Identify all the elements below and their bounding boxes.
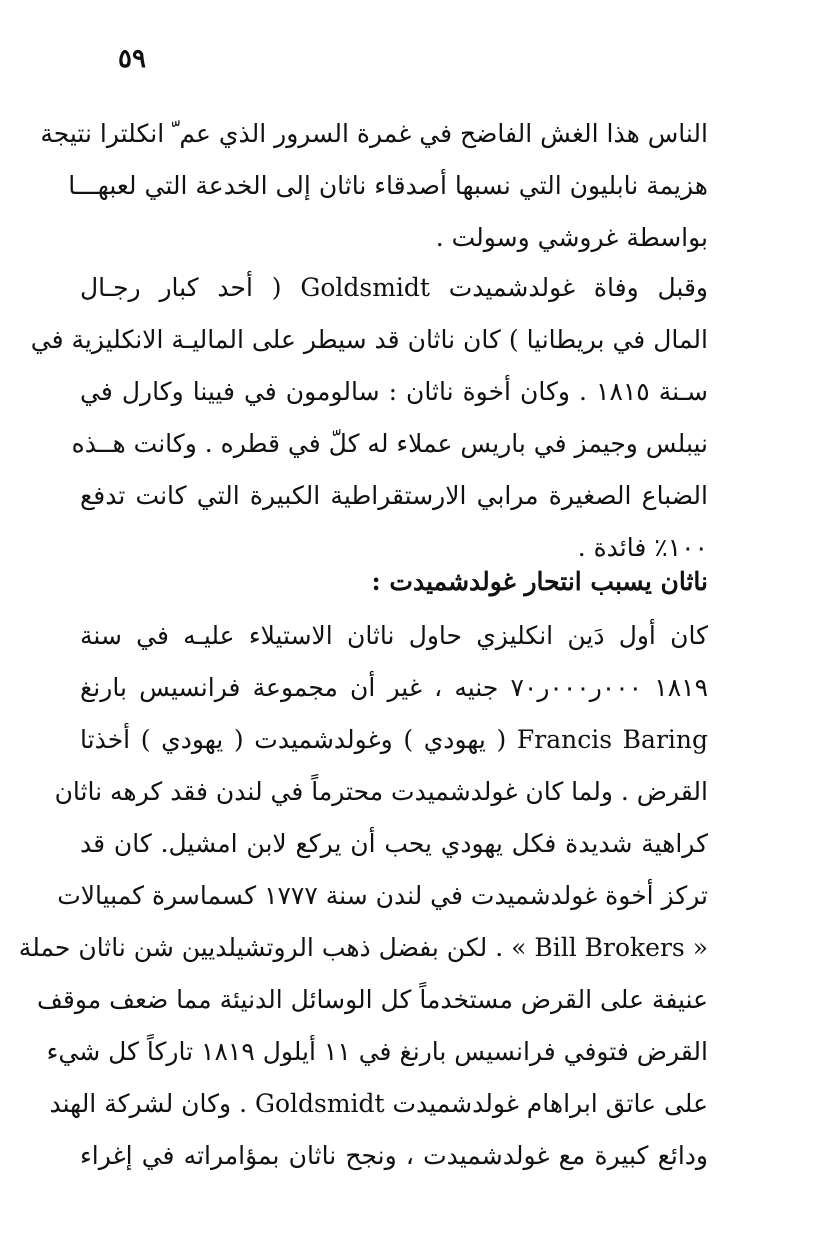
paragraph-2 xyxy=(30,262,708,574)
text-line: نيبلس وجيمز في باريس عملاء له كلّ في قطره . وكانت هــذه xyxy=(71,429,708,458)
text-line: سـنة ١٨١٥ . وكان أخوة ناثان : سالومون في فيينا وكارل في xyxy=(80,377,708,406)
text-line: الناس هذا الغش الفاضح في غمرة السرور الذي عم ّ انكلترا نتيجة xyxy=(40,119,708,148)
section-heading: ناثان يسبب انتحار غولدشميدت : xyxy=(371,567,708,596)
paragraph-1 xyxy=(40,108,708,264)
text-line: تركز أخوة غولدشميدت في لندن سنة ١٧٧٧ كسماسرة كمبيالات xyxy=(57,881,708,910)
text-line: ١٠٠٪ فائدة . xyxy=(577,533,708,562)
text-line: على عاتق ابراهام غولدشميدت Goldsmidt . وكان لشركة الهند xyxy=(49,1089,708,1118)
text-line: هزيمة نابليون التي نسبها أصدقاء ناثان إلى الخدعة التي لعبهـــا xyxy=(68,171,708,200)
text-line: الضباع الصغيرة مرابي الارستقراطية الكبيرة التي كانت تدفع xyxy=(80,481,708,510)
text-line: Francis Baring ( يهودي ) وغولدشميدت ( يهودي ) أخذتا xyxy=(80,725,708,754)
text-line: القرض . ولما كان غولدشميدت محترماً في لندن فقد كرهه ناثان xyxy=(54,777,708,806)
text-line: « Bill Brokers » . لكن بفضل ذهب الروتشيلديين شن ناثان حملة xyxy=(18,933,708,962)
text-line: عنيفة على القرض مستخدماً كل الوسائل الدنيئة مما ضعف موقف xyxy=(36,985,708,1014)
page-number: ٥٩ xyxy=(118,44,146,74)
text-line: المال في بريطانيا ) كان ناثان قد سيطر على الماليـة الانكليزية في xyxy=(30,325,708,354)
text-line: كراهية شديدة فكل يهودي يحب أن يركع لابن امشيل. كان قد xyxy=(80,829,708,858)
paragraph-3 xyxy=(18,610,708,1182)
text-line: كان أول دَين انكليزي حاول ناثان الاستيلاء عليـه في سنة xyxy=(80,621,708,650)
text-line: وقبل وفاة غولدشميدت Goldsmidt ( أحد كبار رجـال xyxy=(80,273,708,302)
text-line: بواسطة غروشي وسولت . xyxy=(435,223,708,252)
text-line: ودائع كبيرة مع غولدشميدت ، ونجح ناثان بمؤامراته في إغراء xyxy=(80,1141,708,1170)
text-line: القرض فتوفي فرانسيس بارنغ في ١١ أيلول ١٨١٩ تاركاً كل شيء xyxy=(46,1037,708,1066)
text-line: ١٨١٩ ٠٠٠ر٠٠٠ر٧٠ جنيه ، غير أن مجموعة فرانسيس بارنغ xyxy=(80,673,708,702)
